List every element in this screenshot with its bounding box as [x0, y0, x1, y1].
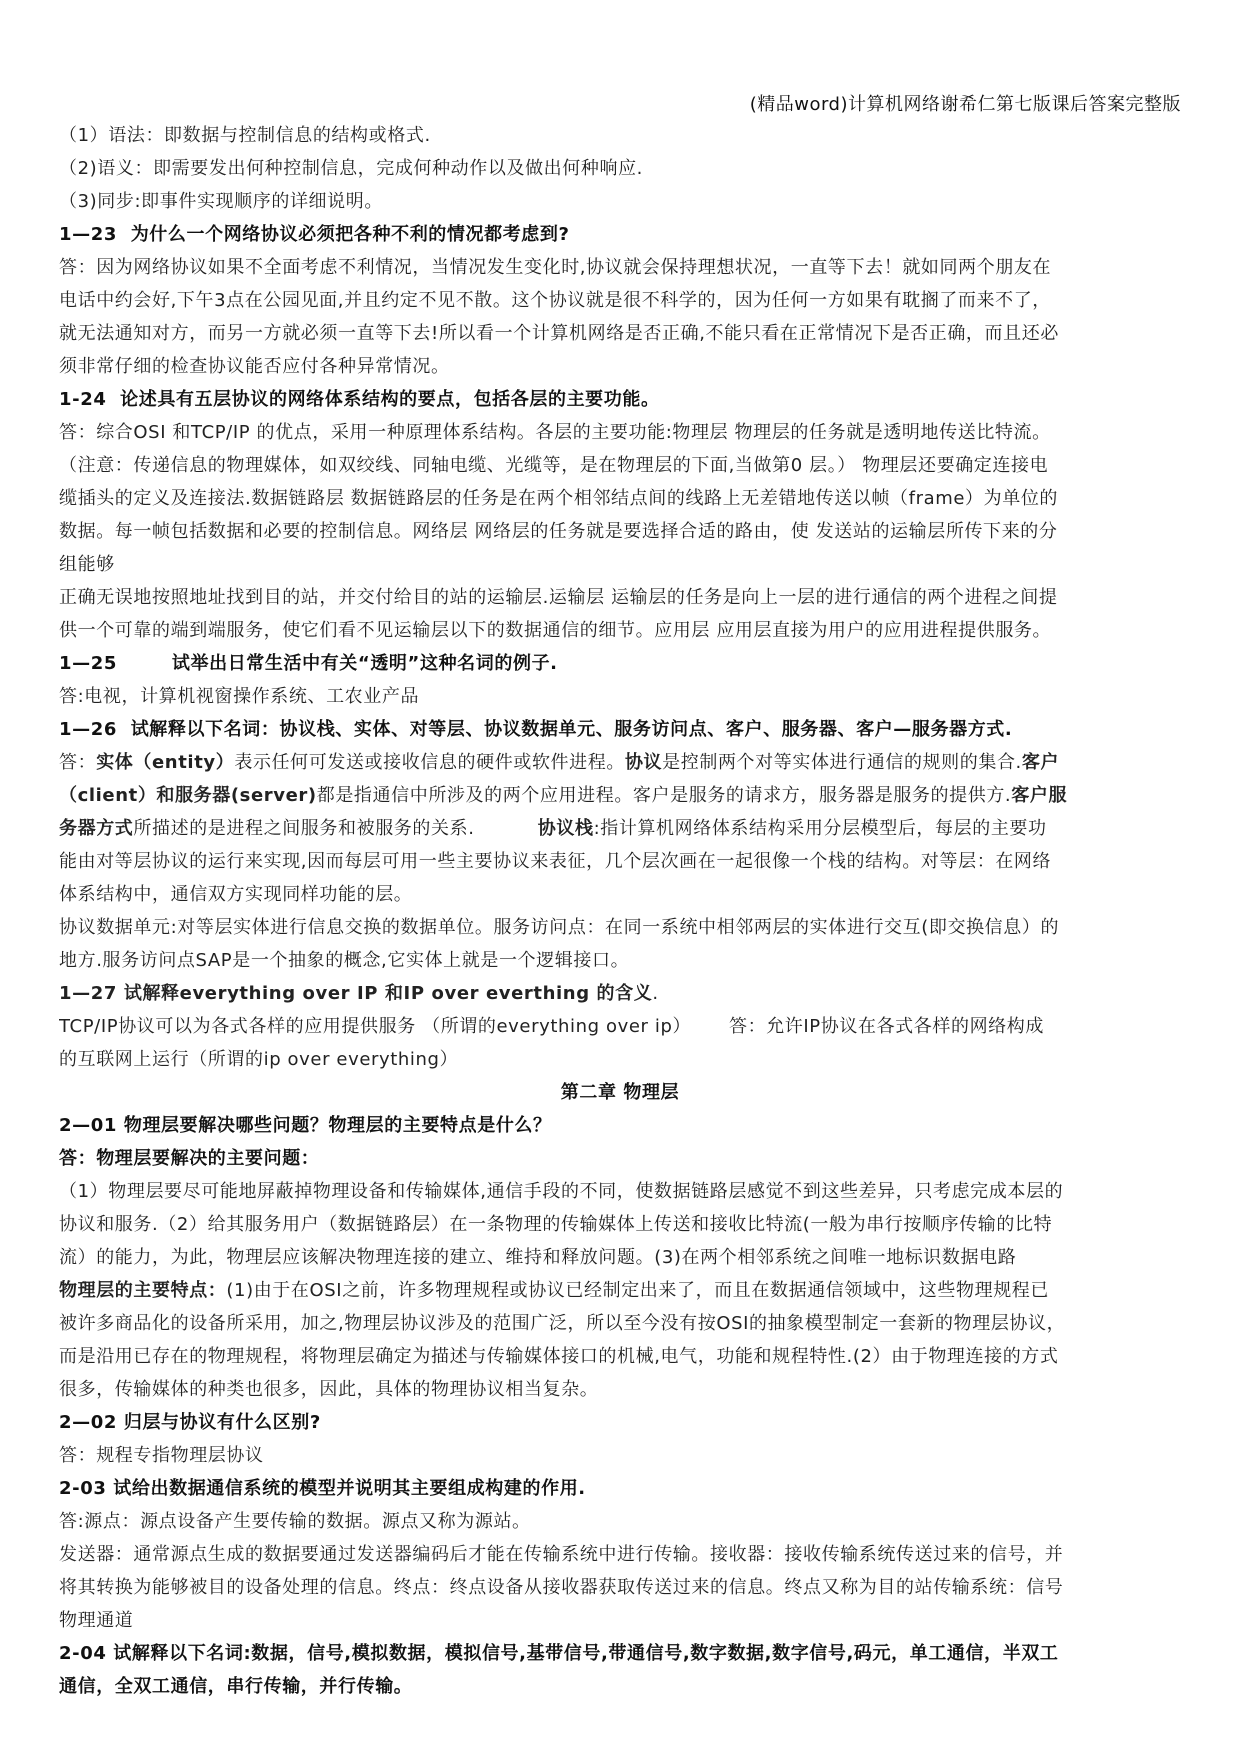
question-heading: 1-24 论述具有五层协议的网络体系结构的要点，包括各层的主要功能。 [59, 389, 660, 410]
text-line: 被许多商品化的设备所采用，加之,物理层协议涉及的范围广泛，所以至今没有按OSI的抽象模型制定一套新的物理层协议， [59, 1313, 1066, 1334]
bold-term: （client）和服务器(server) [59, 785, 317, 806]
text-line: 地方.服务访问点SAP是一个抽象的概念,它实体上就是一个逻辑接口。 [59, 950, 630, 971]
text-line: 数据。每一帧包括数据和必要的控制信息。网络层 网络层的任务就是要选择合适的路由，使 发送站的运输层所传下来的分 [59, 521, 1058, 542]
text-line: 供一个可靠的端到端服务，使它们看不见运输层以下的数据通信的细节。应用层 应用层直接为用户的应用进程提供服务。 [59, 620, 1052, 641]
text-line [59, 977, 1181, 1010]
text-line [59, 1274, 1181, 1307]
text-segment: (1)由于在OSI之前，许多物理规程或协议已经制定出来了，而且在数据通信领域中，这些物理规程已 [226, 1280, 1050, 1301]
text-line: 很多，传输媒体的种类也很多，因此，具体的物理协议相当复杂。 [59, 1379, 599, 1400]
text-line: （3)同步:即事件实现顺序的详细说明。 [59, 191, 383, 212]
text-line: 电话中约会好,下午3点在公园见面,并且约定不见不散。这个协议就是很不科学的，因为任何一方如果有耽搁了而来不了， [59, 290, 1051, 311]
bold-term: 物理层的主要特点： [59, 1280, 227, 1301]
bold-term: 协议 [624, 752, 663, 773]
text-line [59, 779, 1181, 812]
bold-term: 协议栈 [537, 818, 594, 839]
text-line: 答:源点：源点设备产生要传输的数据。源点又称为源站。 [59, 1511, 531, 1532]
text-line: 的互联网上运行（所谓的ip over everything） [59, 1049, 459, 1070]
bold-term: 1—27 试解释everything over IP 和IP over everthing 的含义 [59, 983, 653, 1004]
question-heading: 2-04 试解释以下名词:数据，信号,模拟数据，模拟信号,基带信号,带通信号,数字数据,数字信号,码元，单工通信，半双工 [59, 1643, 1059, 1664]
question-heading: 2—02 归层与协议有什么区别? [59, 1412, 321, 1433]
text-line: 物理通道 [59, 1610, 134, 1631]
text-line: 答：规程专指物理层协议 [59, 1445, 264, 1466]
text-line [59, 746, 1181, 779]
text-line: 体系结构中，通信双方实现同样功能的层。 [59, 884, 413, 905]
text-line: 缆插头的定义及连接法.数据链路层 数据链路层的任务是在两个相邻结点间的线路上无差错地传送以帧（frame）为单位的 [59, 488, 1059, 509]
text-line: 而是沿用已存在的物理规程，将物理层确定为描述与传输媒体接口的机械,电气，功能和规程特性.(2）由于物理连接的方式 [59, 1346, 1059, 1367]
page-header: (精品word)计算机网络谢希仁第七版课后答案完整版 [749, 94, 1181, 115]
question-heading: 通信，全双工通信，串行传输，并行传输。 [59, 1676, 413, 1697]
bold-term: 客户 [1021, 752, 1060, 773]
text-line: 答：因为网络协议如果不全面考虑不利情况，当情况发生变化时,协议就会保持理想状况，一直等下去！就如同两个朋友在 [59, 257, 1052, 278]
text-line: 协议和服务.（2）给其服务用户（数据链路层）在一条物理的传输媒体上传送和接收比特流(一般为串行按顺序传输的比特 [59, 1214, 1053, 1235]
text-line: TCP/IP协议可以为各式各样的应用提供服务 （所谓的everything over ip） 答：允许IP协议在各式各样的网络构成 [59, 1016, 1044, 1037]
text-line: 须非常仔细的检查协议能否应付各种异常情况。 [59, 356, 450, 377]
question-heading: 答：物理层要解决的主要问题： [59, 1148, 320, 1169]
text-line: 流）的能力，为此，物理层应该解决物理连接的建立、维持和释放问题。(3)在两个相邻系统之间唯一地标识数据电路 [59, 1247, 1017, 1268]
chapter-title: 第二章 物理层 [560, 1082, 680, 1103]
text-line: 答:电视，计算机视窗操作系统、工农业产品 [59, 686, 420, 707]
text-line: 就无法通知对方，而另一方就必须一直等下去!所以看一个计算机网络是否正确,不能只看在正常情况下是否正确，而且还必 [59, 323, 1059, 344]
text-line: （2)语义：即需要发出何种控制信息，完成何种动作以及做出何种响应. [59, 158, 643, 179]
text-line: （1）物理层要尽可能地屏蔽掉物理设备和传输媒体,通信手段的不同，使数据链路层感觉不到这些差异，只考虑完成本层的 [59, 1181, 1064, 1202]
text-line: 发送器：通常源点生成的数据要通过发送器编码后才能在传输系统中进行传输。接收器：接收传输系统传送过来的信号，并 [59, 1544, 1064, 1565]
question-heading: 2-03 试给出数据通信系统的模型并说明其主要组成构建的作用. [59, 1478, 586, 1499]
question-heading: 1—25 试举出日常生活中有关“透明”这种名词的例子. [59, 653, 558, 674]
bold-term: 实体（entity） [96, 752, 235, 773]
text-line [59, 812, 1181, 845]
question-heading: 1—23 为什么一个网络协议必须把各种不利的情况都考虑到? [59, 224, 570, 245]
text-segment: 所描述的是进程之间服务和被服务的关系. [133, 818, 538, 839]
text-line: 能由对等层协议的运行来实现,因而每层可用一些主要协议来表征，几个层次画在一起很像一个栈的结构。对等层：在网络 [59, 851, 1052, 872]
bold-term: 务器方式 [59, 818, 134, 839]
text-line: 正确无误地按照地址找到目的站，并交付给目的站的运输层.运输层 运输层的任务是向上一层的进行通信的两个进程之间提 [59, 587, 1058, 608]
text-segment: . [652, 983, 659, 1004]
text-segment: 都是指通信中所涉及的两个应用进程。客户是服务的请求方，服务器是服务的提供方. [316, 785, 1012, 806]
text-segment: :指计算机网络体系结构采用分层模型后，每层的主要功 [593, 818, 1047, 839]
text-segment: 表示任何可发送或接收信息的硬件或软件进程。 [234, 752, 625, 773]
text-line: 将其转换为能够被目的设备处理的信息。终点：终点设备从接收器获取传送过来的信息。终点又称为目的站传输系统：信号 [59, 1577, 1064, 1598]
text-line: 组能够 [59, 554, 115, 575]
text-segment: 答： [59, 752, 97, 773]
text-line: （注意：传递信息的物理媒体，如双绞线、同轴电缆、光缆等，是在物理层的下面,当做第0 层。） 物理层还要确定连接电 [59, 455, 1049, 476]
question-heading: 2—01 物理层要解决哪些问题？物理层的主要特点是什么？ [59, 1115, 552, 1136]
document-body [59, 119, 1181, 1703]
text-line: （1）语法：即数据与控制信息的结构或格式. [59, 125, 431, 146]
bold-term: 客户服 [1011, 785, 1068, 806]
question-heading: 1—26 试解释以下名词：协议栈、实体、对等层、协议数据单元、服务访问点、客户、服务器、客户—服务器方式. [59, 719, 1013, 740]
text-segment: 是控制两个对等实体进行通信的规则的集合. [662, 752, 1022, 773]
text-line: 答：综合OSI 和TCP/IP 的优点，采用一种原理体系结构。各层的主要功能:物理层 物理层的任务就是透明地传送比特流。 [59, 422, 1051, 443]
text-line: 协议数据单元:对等层实体进行信息交换的数据单位。服务访问点：在同一系统中相邻两层的实体进行交互(即交换信息）的 [59, 917, 1060, 938]
